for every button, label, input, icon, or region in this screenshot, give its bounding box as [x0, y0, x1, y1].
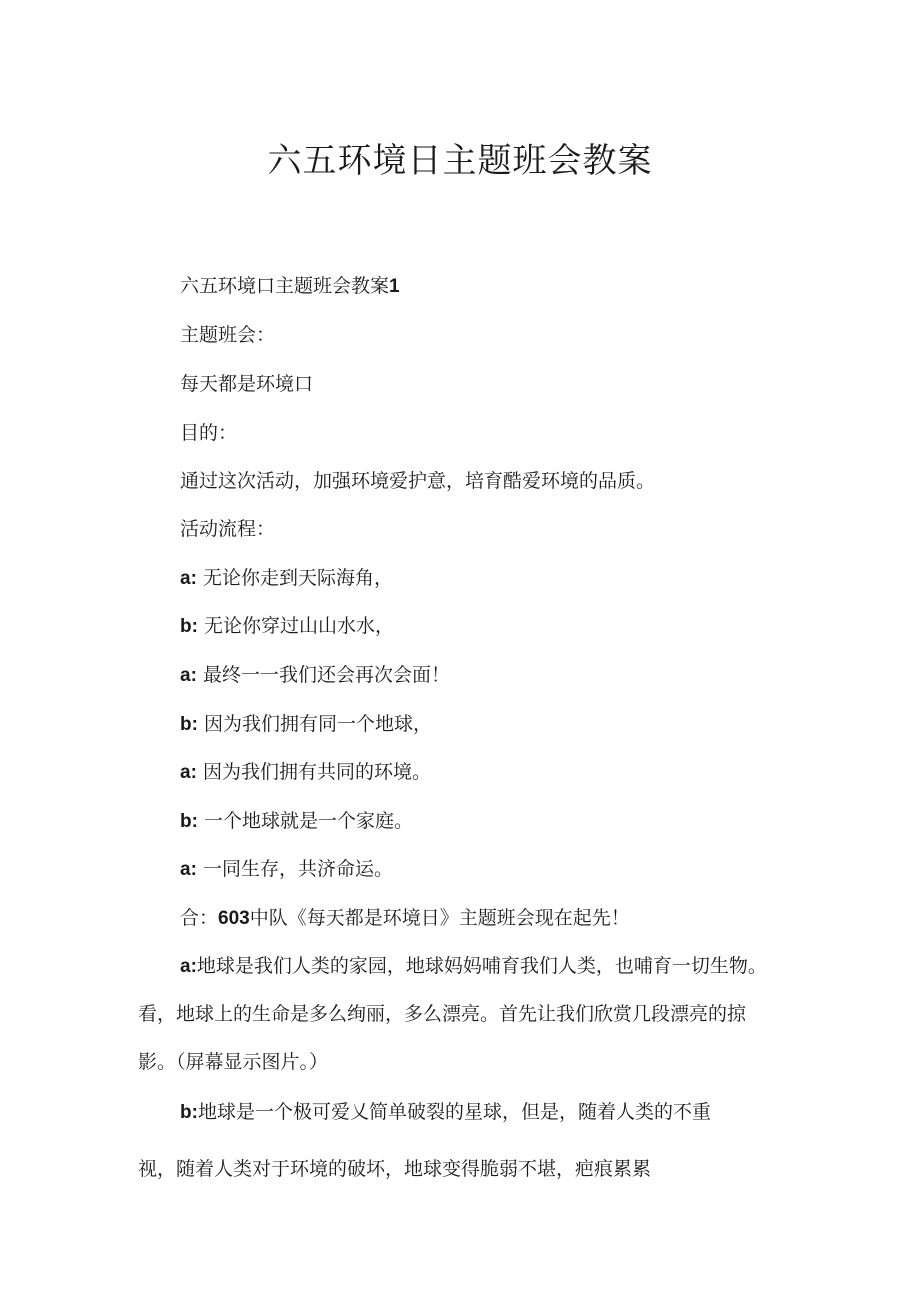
paragraph-a-line-1	[180, 952, 767, 981]
speaker-label: b:	[180, 811, 198, 832]
paragraph-a-line-3: 影。（屏幕显示图片。）	[138, 1051, 329, 1073]
paragraph-b-line-1	[180, 1098, 711, 1127]
line-text: 六五环境口主题班会教案	[180, 275, 390, 297]
text-line: 每天都是环境口	[180, 373, 314, 395]
text-line: 主题班会：	[180, 324, 276, 346]
dialogue-line	[180, 612, 394, 641]
dialogue-text: 无论你走到天际海角，	[196, 567, 393, 589]
speaker-label: a:	[180, 956, 197, 977]
speaker-label: b:	[180, 616, 198, 637]
text-line: 目的：	[180, 422, 238, 444]
dialogue-line	[180, 564, 393, 593]
paragraph-b-line-2: 视，随着人类对于环境的破坏，地球变得脆弱不堪，疤痕累累	[138, 1158, 652, 1180]
speaker-label: a:	[180, 762, 197, 783]
dialogue-line	[180, 855, 393, 884]
speaker-label: b:	[180, 1102, 198, 1123]
dialogue-line	[180, 710, 432, 739]
opening-text: 中队《每天都是环境日》主题班会现在起先！	[249, 907, 630, 929]
text-line: 通过这次活动，加强环境爱护意，培育酷爱环境的品质。	[180, 470, 656, 492]
squad-number: 603	[218, 908, 250, 929]
section-number: 1	[389, 276, 400, 297]
speaker-label: a:	[180, 568, 197, 589]
opening-line	[180, 904, 630, 933]
document-title: 六五环境日主题班会教案	[267, 141, 653, 181]
dialogue-text: 因为我们拥有共同的环境。	[196, 761, 431, 783]
paragraph-a-line-2: 看，地球上的生命是多么绚丽，多么漂亮。首先让我们欣赏几段漂亮的掠	[138, 1003, 747, 1025]
speaker-label: b:	[180, 714, 198, 735]
section-heading	[180, 272, 400, 301]
speaker-label: a:	[180, 665, 197, 686]
dialogue-text: 一个地球就是一个家庭。	[197, 810, 413, 832]
speaker-label: a:	[180, 859, 197, 880]
text-line: 活动流程：	[180, 518, 276, 540]
paragraph-text: 地球是一个极可爱乂简单破裂的星球，但是，随着人类的不重	[197, 1101, 711, 1123]
dialogue-line	[180, 807, 413, 836]
dialogue-text: 无论你穿过山山水水，	[197, 615, 394, 637]
dialogue-line	[180, 661, 450, 690]
dialogue-text: 因为我们拥有同一个地球，	[197, 713, 432, 735]
dialogue-text: 一同生存，共济命运。	[196, 858, 393, 880]
dialogue-text: 最终一一我们还会再次会面！	[196, 664, 450, 686]
paragraph-text: 地球是我们人类的家园，地球妈妈哺育我们人类，也哺育一切生物。	[196, 955, 767, 977]
dialogue-line	[180, 758, 431, 787]
opening-prefix: 合：	[180, 907, 219, 929]
